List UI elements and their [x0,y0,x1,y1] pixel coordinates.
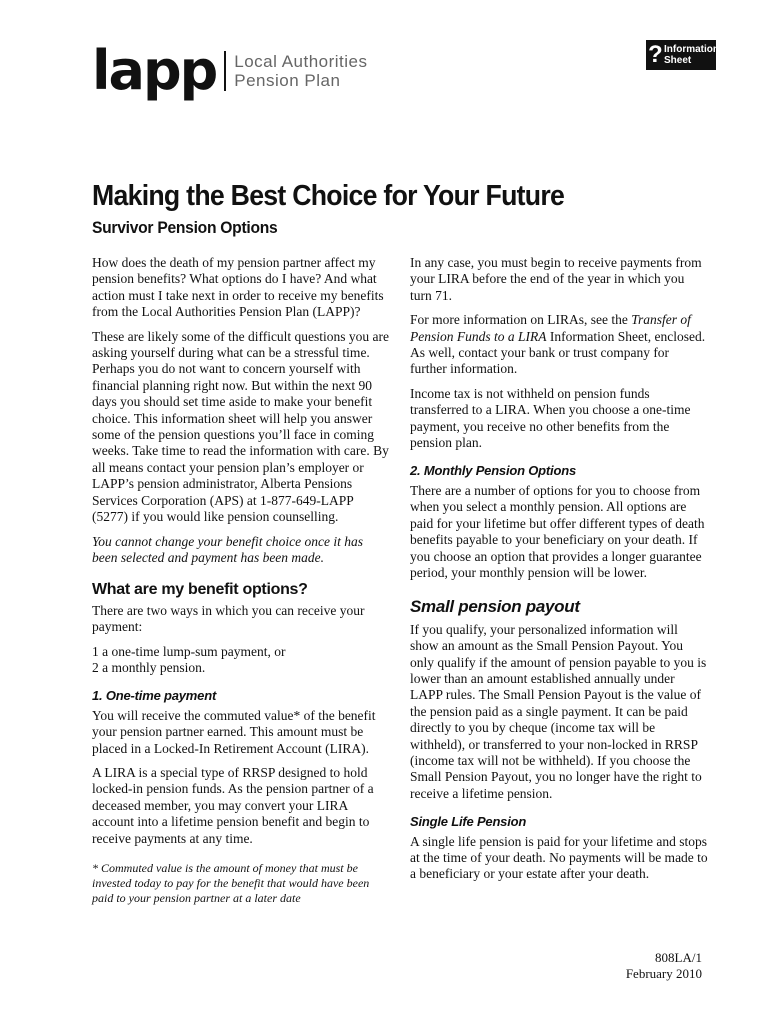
page-title: Making the Best Choice for Your Future [92,180,565,212]
single-life-paragraph: A single life pension is paid for your lifetime and stops at the time of your death. No payments will be made to a beneficiary or your estate after your death. [410,833,708,882]
heading-small-pension-payout: Small pension payout [410,597,580,617]
lira-info-paragraph [410,312,708,378]
list-item: 1 a one-time lump-sum payment, or [92,643,286,659]
options-paragraph: There are two ways in which you can receive your payment: [92,602,365,635]
text-run: Information Sheet, enclosed. As well, contact your bank or trust company for further information. [410,328,706,377]
monthly-paragraph: There are a number of options for you to choose from when you select a monthly pension. All options are paid for your lifetime but offer different types of death benefits payable to your beneficiary on your death. If you choose an option that provides a longer guarantee period, your monthly pension will be lower. [410,482,705,580]
options-list [92,644,390,677]
tax-paragraph: Income tax is not withheld on pension funds transferred to a LIRA. When you choose a one-time payment, you receive no other benefits from the pension plan. [410,385,691,451]
logo-text [234,52,367,90]
right-column [410,255,708,891]
list-item: 2 a monthly pension. [92,659,206,675]
badge-line-1: Information [664,44,719,55]
heading-monthly-pension: 2. Monthly Pension Options [410,463,576,479]
warning-paragraph: You cannot change your benefit choice once it has been selected and payment has been made. [92,533,363,565]
logo-line-2: Pension Plan [234,71,341,90]
badge-text [664,44,719,66]
badge-line-2: Sheet [664,55,692,66]
logo-divider [224,51,226,91]
document-id [626,950,702,982]
question-icon: ? [648,41,663,68]
information-sheet-badge [646,40,719,70]
one-time-paragraph: You will receive the commuted value* of the benefit your pension partner earned. This amount must be placed in a Locked-In Retirement Account (LIRA). [92,707,376,756]
document-reference: Transfer of Pension Funds to a LIRA [410,312,691,344]
doc-date: February 2010 [625,966,702,981]
lira-deadline-paragraph: In any case, you must begin to receive payments from your LIRA before the end of the year in which you turn 71. [410,255,702,303]
heading-benefit-options: What are my benefit options? [92,581,308,599]
doc-code: 808LA/1 [655,950,702,965]
heading-one-time-payment: 1. One-time payment [92,688,217,704]
text-run: For more information on LIRAs, see the [410,312,632,328]
footnote: * Commuted value is the amount of money that must be invested today to pay for the benefit that would have been paid to your pension partner at a later date [92,861,370,905]
context-paragraph: These are likely some of the difficult questions you are asking yourself during what can be a stressful time. Perhaps you do not want to concern yourself with financial planning right now. But within the next 90 days you should set time aside to make your benefit choice. This information sheet will help you answer some of the pension questions you’ll face in coming weeks. Take time to read the information with care. By all means contact your pension plan’s employer or LAPP’s pension administrator, Alberta Pensions Services Corporation (APS) at 1-877-649-LAPP (5277) if you would like pension counselling. [92,328,390,525]
lira-paragraph: A LIRA is a special type of RRSP designed to hold locked-in pension funds. As the pension partner of a deceased member, you may convert your LIRA account into a lifetime pension benefit and begin to receive payments at any time. [92,764,374,846]
heading-single-life-pension: Single Life Pension [410,814,527,830]
intro-paragraph: How does the death of my pension partner affect my pension benefits? What options do I have? And what action must I take next in order to receive my benefits from the Local Authorities Pension Plan (LAPP)? [92,255,384,320]
logo-mark: lapp [92,39,217,102]
left-column [92,255,390,914]
page-subtitle: Survivor Pension Options [92,218,278,237]
logo-line-1: Local Authorities [234,52,368,71]
small-payout-paragraph: If you qualify, your personalized information will show an amount as the Small Pension Payout. You only qualify if the amount of pension payable to you is lower than an amount established annually under LAPP rules. The Small Pension Payout is the value of the pension paid as a single payment. It can be paid directly to you by cheque (income tax will be withheld), or transferred to your non-locked in RRSP (income tax will not be withheld). If you choose the Small Pension Payout, you no longer have the right to receive a lifetime pension. [410,621,707,801]
lapp-logo [92,39,368,102]
